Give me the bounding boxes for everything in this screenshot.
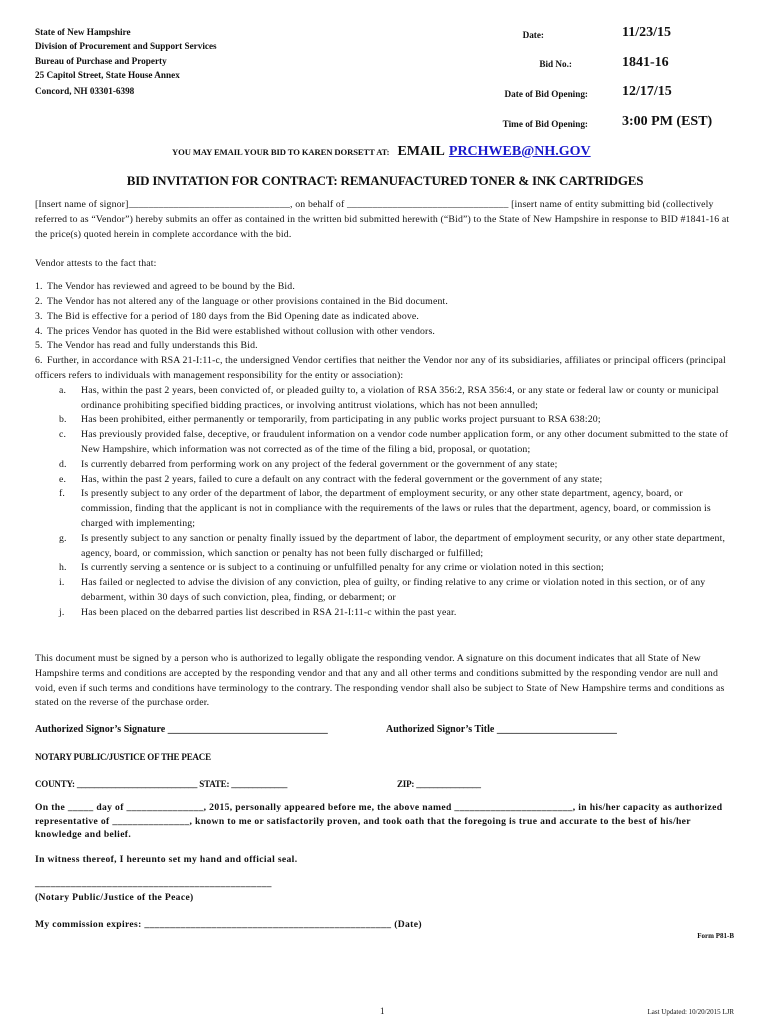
sub-letter: j. <box>59 606 65 618</box>
agency-line: State of New Hampshire <box>35 27 131 37</box>
sub-letter: f. <box>59 488 66 500</box>
sub-letter: g. <box>59 532 67 544</box>
list-item <box>35 354 735 384</box>
list-item <box>35 310 735 325</box>
sub-text: Is presently subject to any sanction or penalty finally issued by the department of labor, the department of employment security, or any other state department, agency, board, or commission, which sanction or penalty has not been fully discharged or fulfilled; <box>81 532 726 559</box>
item-number: 4. <box>35 325 43 337</box>
item-number: 1. <box>35 281 43 293</box>
signature-field[interactable]: Authorized Signor’s Signature ________________________________ <box>35 724 328 735</box>
attests-line: Vendor attests to the fact that: <box>35 258 157 270</box>
email-link[interactable]: PRCHWEB@NH.GOV <box>448 144 591 159</box>
opening-date-value: 12/17/15 <box>622 84 672 99</box>
sub-text: Has failed or neglected to advise the division of any conviction, plea of guilty, or finding relative to any crime or violation noted in this section, or of any debarment, within 30 days of such conviction, plea, finding, or debarment; or <box>81 577 706 603</box>
agency-address <box>35 25 335 98</box>
sub-item <box>35 458 735 473</box>
item-text: The Vendor has reviewed and agreed to be bound by the Bid. <box>47 281 295 293</box>
certification-sublist <box>35 384 735 621</box>
bid-no-value: 1841-16 <box>622 55 669 70</box>
intro-paragraph: [Insert name of signor]________________________________, on behalf of ________________________________ [insert name of entity submitting bid (collectively referred to as “Vendor”) hereby submits an offer as contained in the written bid submitted herewith (“Bid”) to the State of New Hampshire in response to BID #1841-16 at the price(s) quoted herein in complete accordance with the bid. <box>35 199 730 240</box>
list-item <box>35 295 735 310</box>
date-label: Date: <box>522 30 544 40</box>
county-state-field[interactable]: COUNTY: ____________________________ STATE: _____________ <box>35 779 288 789</box>
page-number: 1 <box>380 1006 385 1016</box>
sub-item <box>35 384 735 414</box>
email-instruction <box>172 142 591 160</box>
item-text: The Vendor has not altered any of the language or other provisions contained in the Bid document. <box>47 295 448 307</box>
closing-paragraph: This document must be signed by a person who is authorized to legally obligate the responding vendor. A signature on this document indicates that all State of New Hampshire terms and conditions are accepted by the responding vendor and that any and all other terms and conditions submitted by the responding vendor are null and void, even if such terms and conditions have terminology to the contrary. The responding vendor shall also be subject to State of New Hampshire terms and conditions as stated on the reverse of the purchase order. <box>35 653 725 709</box>
bid-no-label: Bid No.: <box>539 59 572 69</box>
form-number: Form P81-B <box>697 932 734 940</box>
item-text: The Vendor has read and fully understands this Bid. <box>47 340 258 352</box>
agency-line: 25 Capitol Street, State House Annex <box>35 70 180 80</box>
item-number: 3. <box>35 310 43 322</box>
sub-text: Is presently subject to any order of the department of labor, the department of employment security, or any other state department, agency, board, or commission, finding that the applicant is not in compliance with the requirements of the laws or rules that the department, agency, board, or commission is charged with implementing; <box>81 488 711 529</box>
sub-letter: h. <box>59 562 67 574</box>
sub-letter: e. <box>59 473 67 485</box>
sub-letter: d. <box>59 458 67 470</box>
sub-item <box>35 532 735 562</box>
item-number: 5. <box>35 340 43 352</box>
sub-letter: i. <box>59 577 65 589</box>
agency-line: Concord, NH 03301-6398 <box>35 86 135 96</box>
list-item <box>35 325 735 340</box>
notary-acknowledgment: On the _____ day of _______________, 2015, personally appeared before me, the above named _______________________, in his/her capacity as authorized representative of _______________, known to me or satisfactorily proven, and took oath that the foregoing is true and accurate to the best of his/her knowledge and belief. <box>35 802 723 841</box>
commission-expires-field[interactable]: My commission expires: ________________________________________________ (Date) <box>35 919 422 930</box>
email-label: EMAIL <box>397 144 445 159</box>
sub-item <box>35 413 735 428</box>
item-number: 2. <box>35 295 43 307</box>
agency-line: Bureau of Purchase and Property <box>35 56 167 66</box>
list-item <box>35 280 735 295</box>
sub-text: Has previously provided false, deceptive, or fraudulent information on a vendor code number application form, or any other document submitted to the state of New Hampshire, which information was not corrected as of the time of the filing a bid, proposal, or quotation; <box>81 429 729 455</box>
opening-date-label: Date of Bid Opening: <box>504 89 588 99</box>
sub-text: Has, within the past 2 years, been convicted of, or pleaded guilty to, a violation of RSA 356:2, RSA 356:4, or any state or federal law or county or municipal ordinance prohibiting specified bidding practices, or involving antitrust violations, which has not been annulled; <box>81 384 719 411</box>
zip-field[interactable]: ZIP: _______________ <box>397 779 481 789</box>
sub-item <box>35 428 735 458</box>
opening-time-label: Time of Bid Opening: <box>502 119 588 129</box>
sub-item <box>35 473 735 488</box>
notary-heading: NOTARY PUBLIC/JUSTICE OF THE PEACE <box>35 752 211 762</box>
sub-item <box>35 576 735 606</box>
email-note: YOU MAY EMAIL YOUR BID TO KAREN DORSETT AT: <box>172 147 390 157</box>
date-value: 11/23/15 <box>622 25 672 40</box>
witness-line: In witness thereof, I hereunto set my hand and official seal. <box>35 854 298 865</box>
agency-line: Division of Procurement and Support Services <box>35 41 217 51</box>
sub-letter: c. <box>59 429 67 441</box>
sub-letter: b. <box>59 414 67 426</box>
item-text: The Bid is effective for a period of 180 days from the Bid Opening date as indicated above. <box>47 310 420 322</box>
sub-text: Has been prohibited, either permanently or temporarily, from participating in any public works project pursuant to RSA 638:20; <box>81 414 601 426</box>
sub-letter: a. <box>59 384 67 396</box>
sub-item <box>35 606 735 621</box>
sub-item <box>35 561 735 576</box>
list-item <box>35 339 735 354</box>
sub-text: Has been placed on the debarred parties list described in RSA 21-I:11-c within the past year. <box>81 606 457 618</box>
sub-text: Has, within the past 2 years, failed to cure a default on any contract with the federal government or the government of any state; <box>81 473 603 485</box>
sub-item <box>35 487 735 531</box>
last-updated: Last Updated: 10/20/2015 LJR <box>647 1008 734 1016</box>
attestation-list <box>35 280 735 384</box>
page-title: BID INVITATION FOR CONTRACT: REMANUFACTURED TONER & INK CARTRIDGES <box>126 173 644 188</box>
item-number: 6. <box>35 355 43 367</box>
notary-signature-caption: (Notary Public/Justice of the Peace) <box>35 892 194 903</box>
item-text: The prices Vendor has quoted in the Bid were established without collusion with other vendors. <box>47 325 436 337</box>
title-field[interactable]: Authorized Signor’s Title ________________________ <box>386 724 617 735</box>
sub-text: Is currently debarred from performing work on any project of the federal government or the government of any state; <box>81 458 558 470</box>
item-text: Further, in accordance with RSA 21-I:11-c, the undersigned Vendor certifies that neither the Vendor nor any of its subsidiaries, affiliates or principal officers (principal officers refers to individuals with management responsibility for the entity or association): <box>35 355 726 381</box>
bid-body <box>35 198 735 621</box>
opening-time-value: 3:00 PM (EST) <box>622 114 713 129</box>
notary-signature-line[interactable]: ______________________________________________ <box>35 878 272 889</box>
sub-text: Is currently serving a sentence or is subject to a continuing or unfulfilled penalty for any crime or violation noted in this section; <box>81 562 604 574</box>
